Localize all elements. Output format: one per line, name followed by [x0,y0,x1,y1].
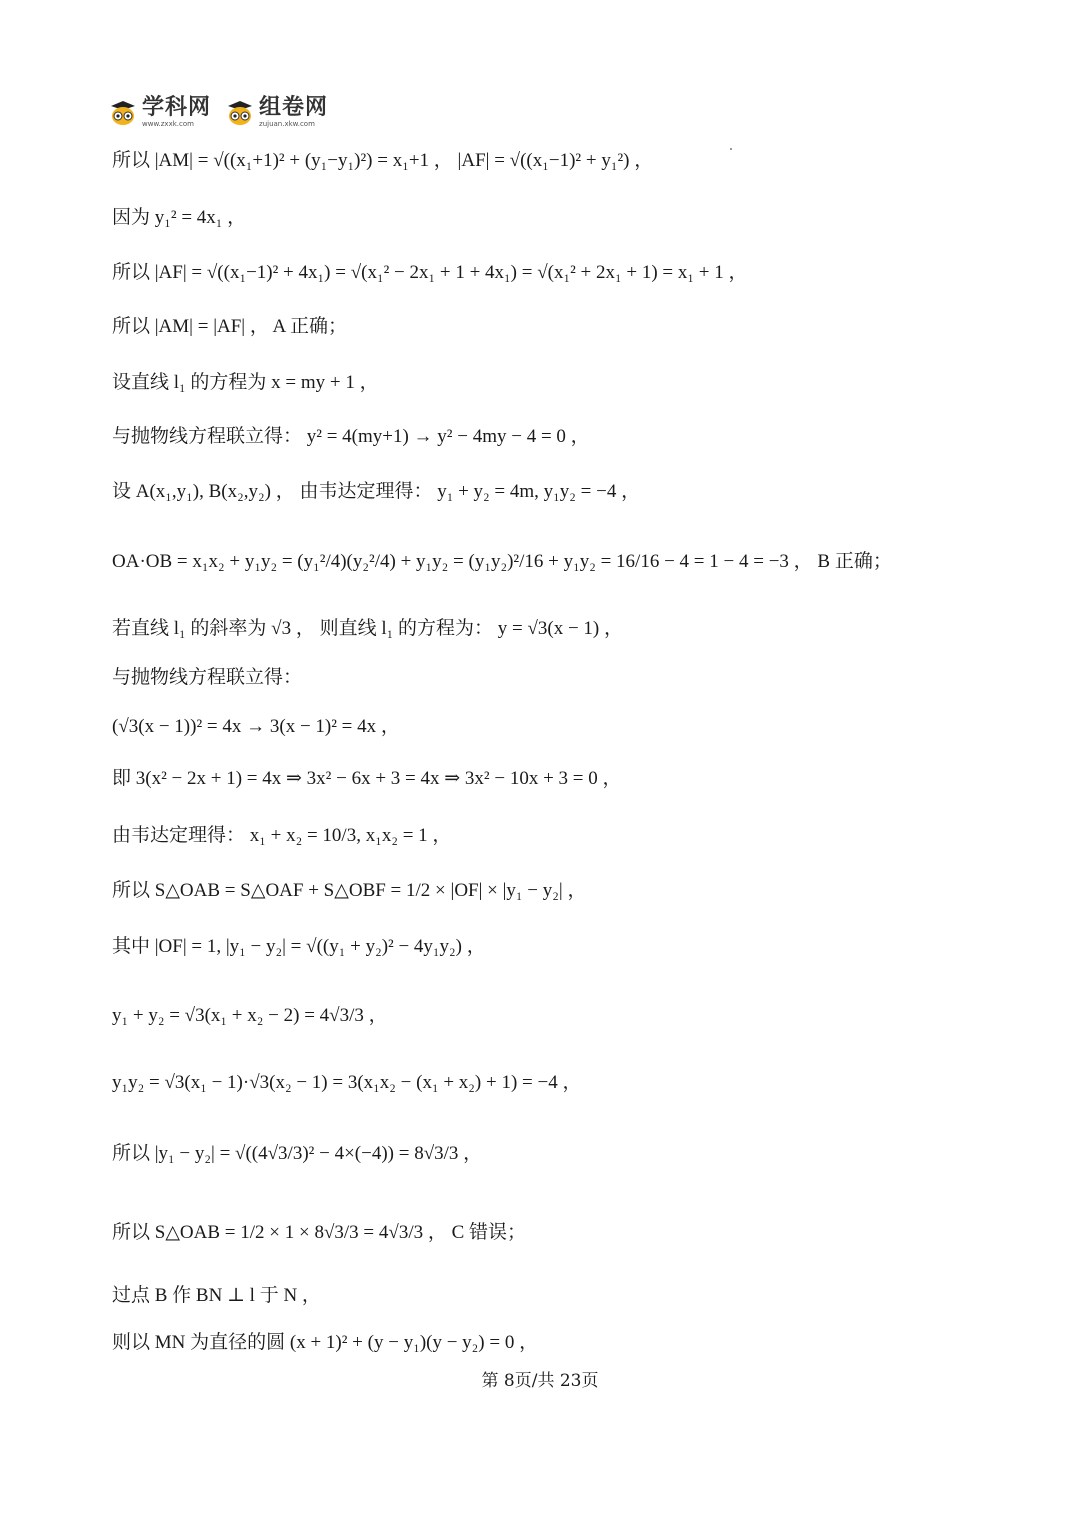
solution-line: 因为 y₁² = 4x₁ ， [112,207,247,228]
page-number: 第 8页/共 23页 [481,1371,599,1391]
solution-line: y₁ + y₂ = √3(x₁ + x₂ − 2) = 4√3/3 ， [112,1005,388,1026]
solution-line: 所以 |y₁ − y₂| = √((4√3/3)² − 4×(−4)) = 8√3/3 ， [112,1143,483,1164]
solution-line: 设直线 l₁ 的方程为 x = my + 1 ， [112,372,379,393]
solution-line: 所以 S△OAB = S△OAF + S△OBF = 1/2 × |OF| × |y₁ − y₂| ， [112,880,587,901]
logo-zxxk-name: 学科网 [142,94,212,120]
solution-line: 与抛物线方程联立得： [112,667,303,688]
logo-zxxk [108,94,212,128]
logo-zujuan-name: 组卷网 [259,94,329,120]
owl-logo-icon [108,97,138,127]
logo-zujuan [225,94,329,128]
solution-line: 所以 S△OAB = 1/2 × 1 × 8√3/3 = 4√3/3 ， C 错误； [112,1222,527,1243]
logo-zxxk-url: www.zxxk.com [142,119,194,128]
solution-line: (√3(x − 1))² = 4x → 3(x − 1)² = 4x ， [112,716,400,737]
solution-line: y₁y₂ = √3(x₁ − 1)·√3(x₂ − 1) = 3(x₁x₂ − (x₁ + x₂) + 1) = −4 ， [112,1072,582,1093]
logo-zujuan-url: zujuan.xkw.com [259,119,315,128]
solution-line: 设 A(x₁,y₁), B(x₂,y₂) ， 由韦达定理得： y₁ + y₂ = 4m, y₁y₂ = −4 ， [112,481,641,502]
solution-line: 由韦达定理得： x₁ + x₂ = 10/3, x₁x₂ = 1 ， [112,825,452,846]
solution-line: 若直线 l₁ 的斜率为 √3 ， 则直线 l₁ 的方程为： y = √3(x − 1) ， [112,618,623,639]
owl-logo-icon [225,97,255,127]
solution-line: 所以 |AM| = |AF| ， A 正确； [112,316,347,337]
solution-line: OA·OB = x₁x₂ + y₁y₂ = (y₁²/4)(y₂²/4) + y₁y₂ = (y₁y₂)²/16 + y₁y₂ = 16/16 − 4 = 1 − 4 = −3 ， B 正确； [112,551,892,572]
solution-line: 所以 |AM| = √((x₁+1)² + (y₁−y₁)²) = x₁+1 ， |AF| = √((x₁−1)² + y₁²) ， [112,150,654,171]
solution-line: 其中 |OF| = 1, |y₁ − y₂| = √((y₁ + y₂)² − 4y₁y₂) ， [112,936,486,957]
solution-line: 与抛物线方程联立得： y² = 4(my+1) → y² − 4my − 4 = 0 ， [112,426,590,447]
solution-line: 即 3(x² − 2x + 1) = 4x ⇒ 3x² − 6x + 3 = 4x ⇒ 3x² − 10x + 3 = 0 ， [112,768,622,789]
stray-dot [730,148,732,150]
solution-line: 则以 MN 为直径的圆 (x + 1)² + (y − y₁)(y − y₂) = 0 ， [112,1332,539,1353]
header-logos [108,92,328,132]
solution-line: 过点 B 作 BN ⊥ l 于 N ， [112,1285,321,1306]
solution-line: 所以 |AF| = √((x₁−1)² + 4x₁) = √(x₁² − 2x₁ + 1 + 4x₁) = √(x₁² + 2x₁ + 1) = x₁ + 1 ， [112,262,748,283]
